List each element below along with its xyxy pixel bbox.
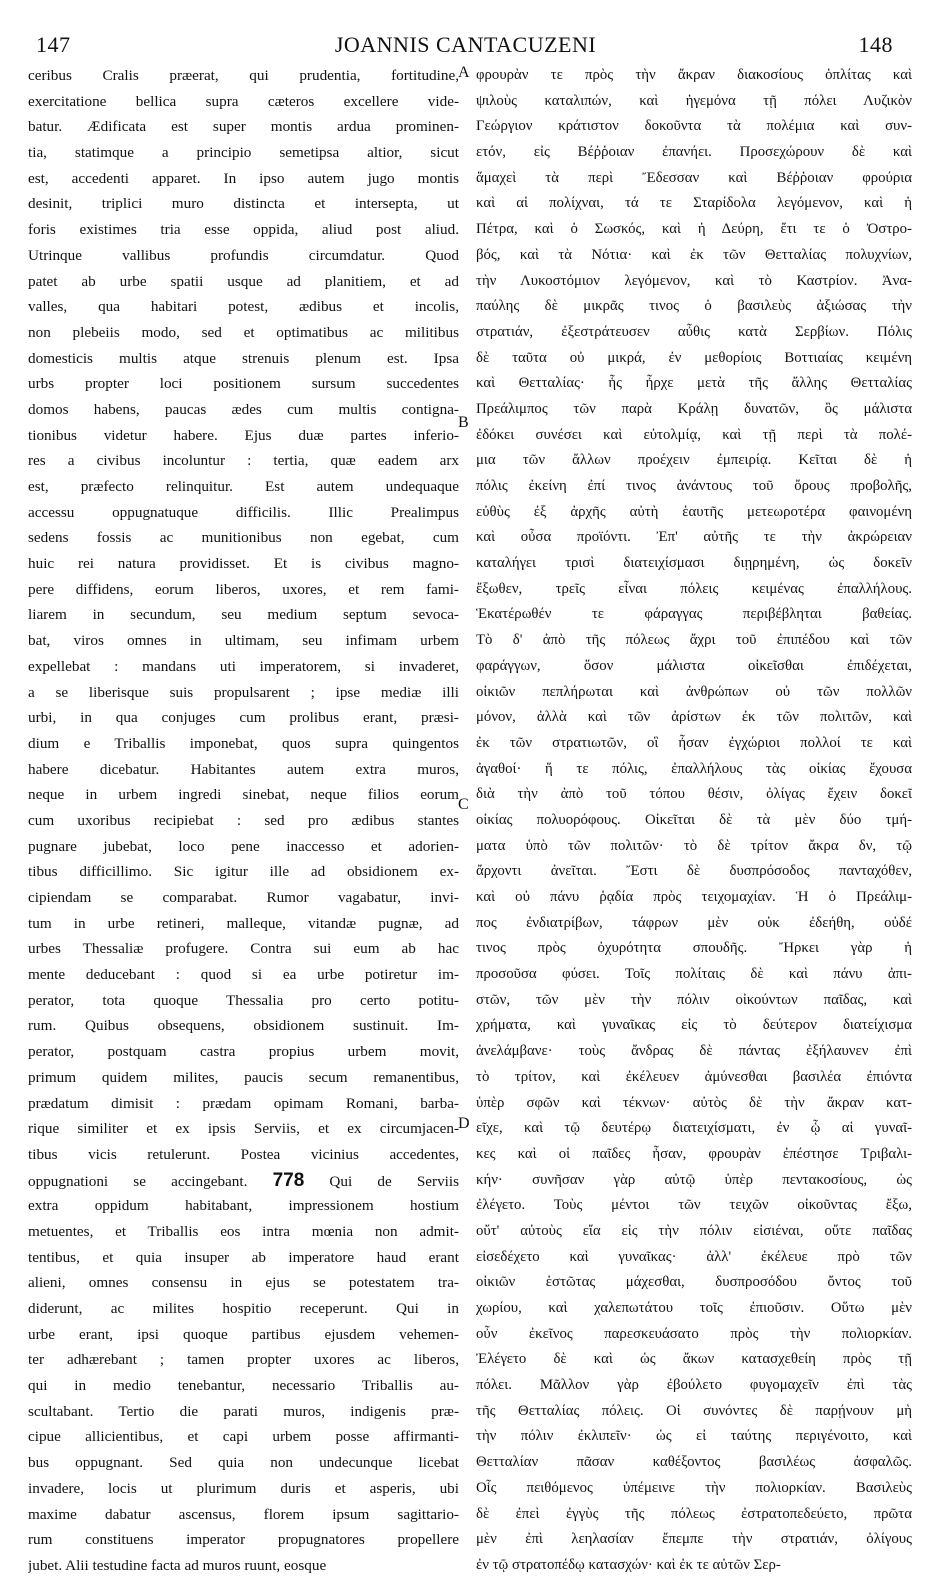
line-text: οἰκιῶν πεπλήρωται καὶ ἀνθρώπων οὐ τῶν πολλῶν xyxy=(476,683,912,700)
line-text: χωρίου, καὶ χαλεπωτάτου τοῖς ἐπιοῦσιν. Οὕτω μὲν xyxy=(476,1300,912,1316)
greek-line xyxy=(476,1450,912,1476)
line-text: κες καὶ οἱ παῖδες ἦσαν, φρουρὰν ἐπέστησε Τριβαλι- xyxy=(476,1145,912,1162)
greek-line xyxy=(476,1322,912,1348)
latin-line xyxy=(28,1091,459,1117)
greek-line xyxy=(476,885,912,911)
greek-line xyxy=(476,525,912,551)
line-text: καὶ αἱ πολίχναι, τά τε Σταρίδολα λεγόμενον, καὶ ἡ xyxy=(476,195,912,212)
latin-line xyxy=(28,63,459,89)
line-text: tia, statimque a principio semetipsa altior, sicut xyxy=(28,144,459,162)
greek-line xyxy=(476,988,912,1014)
greek-line xyxy=(476,474,912,500)
line-text: oppugnationi se accingebant. xyxy=(28,1172,248,1190)
greek-line xyxy=(476,1502,912,1528)
greek-line xyxy=(476,577,912,603)
greek-line xyxy=(476,63,912,89)
greek-line xyxy=(476,1399,912,1425)
line-text: accessu oppugnatuque difficilis. Illic Prealimpus xyxy=(28,503,459,521)
greek-line xyxy=(476,859,912,885)
latin-line xyxy=(28,140,459,166)
greek-line xyxy=(476,89,912,115)
greek-line xyxy=(476,1476,912,1502)
page-number-right: 148 xyxy=(858,32,893,57)
running-title: JOANNIS CANTACUZENI xyxy=(334,32,597,57)
line-text: τῆς Θετταλίας πόλεις. Οἱ συνόντες δὲ παρῄνουν μὴ xyxy=(476,1402,912,1419)
line-text: rique similiter et ex ipsis Serviis, et ex circumjacen- xyxy=(28,1120,459,1138)
latin-line xyxy=(28,371,459,397)
page-header xyxy=(26,32,905,62)
line-text: metuentes, et Triballis eos intra mœnia non admit- xyxy=(28,1222,459,1240)
latin-line xyxy=(28,628,459,654)
section-marker-d: D xyxy=(458,1115,470,1132)
latin-line xyxy=(28,705,459,731)
line-text: domesticis multis atque strenuis plenum est. Ipsa xyxy=(28,349,459,367)
line-text: tibus difficillimo. Sic igitur ille ad obsidionem ex- xyxy=(28,863,459,881)
line-text: κήν· συνῆσαν γὰρ αὐτῷ ὑπὲρ πεντακοσίους, ὡς xyxy=(476,1171,912,1188)
line-text: domos habens, paucas ædes cum multis contigna- xyxy=(28,400,459,418)
latin-line xyxy=(28,1502,459,1528)
line-text: bat, viros omnes in ultimam, seu infimam urbem xyxy=(28,632,459,650)
line-text: tibus vicis retulerunt. Postea vicinius accedentes, xyxy=(28,1145,459,1163)
greek-line xyxy=(476,1168,912,1194)
latin-column xyxy=(28,63,459,1579)
line-text: exercitatione bellica supra cæteros excellere vide- xyxy=(28,92,459,110)
line-text: εὐθὺς ἐξ ἀρχῆς αὐτὴ ἑαυτῆς μετεωροτέρα φαινομένη xyxy=(476,503,912,520)
latin-line xyxy=(28,1322,459,1348)
latin-line xyxy=(28,1193,459,1219)
line-text: rum. Quibus obsequens, obsidionem sustinuit. Im- xyxy=(28,1017,459,1035)
line-text: alieni, omnes consensu in ejus se potestatem tra- xyxy=(28,1274,459,1292)
line-text: χρήματα, καὶ γυναῖκας εἰς τὸ δεύτερον διατείχισμα xyxy=(476,1017,912,1034)
line-text: pugnare jubebat, loco pene inaccesso et adorien- xyxy=(28,837,459,855)
latin-line xyxy=(28,1476,459,1502)
line-text: pere diffidens, eorum liberos, uxores, et rem fami- xyxy=(28,580,459,598)
line-text: εἰσεδέχετο καὶ γυναῖκας· ἀλλ' ἐκέλευε πρὸ τῶν xyxy=(476,1248,912,1265)
line-text: οἰκίας πολυορόφους. Οἰκεῖται δὲ τὰ μὲν δύο τμή- xyxy=(476,811,912,828)
greek-line xyxy=(476,166,912,192)
greek-line xyxy=(476,628,912,654)
line-text: habere dicebatur. Habitantes autem extra muros, xyxy=(28,760,459,778)
line-text: εῖχε, καὶ τῷ δευτέρῳ διατειχίσματι, ἐν ᾧ αἱ γυναῖ- xyxy=(476,1120,912,1137)
line-text: τὴν Λυκοστόμιον λεγόμενον, καὶ τὸ Καστρίον. Ἀνα- xyxy=(476,272,912,289)
greek-line xyxy=(476,1039,912,1065)
line-text: prædatum dimisit : prædam opimam Romani, barba- xyxy=(28,1094,459,1112)
latin-line xyxy=(28,1450,459,1476)
page-number-left: 147 xyxy=(36,32,71,57)
line-text: τινος πρὸς ὀχυρότητα σπουδῆς. Ἤρκει γὰρ ἡ xyxy=(476,940,912,957)
line-text: τὴν πόλιν ἐκλιπεῖν· ὡς εἰ ταύτης περιγένοιτο, καὶ xyxy=(476,1428,912,1445)
latin-line xyxy=(28,423,459,449)
line-text: βός, καὶ τὰ Νότια· καὶ ἐκ τῶν Θετταλίας πολυχνίων, xyxy=(476,246,912,263)
line-text: ter adhærebant ; tamen propter uxores ac liberos, xyxy=(28,1351,459,1369)
latin-line xyxy=(28,1399,459,1425)
greek-line xyxy=(476,1270,912,1296)
line-text: extra oppidum habitabant, impressionem hostium xyxy=(28,1197,459,1215)
line-text: Τὸ δ' ἀπὸ τῆς πόλεως ἄχρι τοῦ ἐπιπέδου καὶ τῶν xyxy=(476,632,912,649)
line-text: Πέτρα, καὶ ὁ Σωσκός, καὶ ἡ Δεύρη, ἔτι τε ὁ Ὀστρο- xyxy=(476,221,912,238)
line-text: ψιλοὺς καταλιπών, καὶ ἡγεμόνα τῇ πόλει Λυζικὸν xyxy=(476,92,912,109)
line-text: liarem in secundum, seu medium septum sevoca- xyxy=(28,606,459,624)
greek-line xyxy=(476,320,912,346)
line-text: non plebeiis modo, sed et optimatibus ac militibus xyxy=(28,323,459,341)
latin-line xyxy=(28,1347,459,1373)
greek-line xyxy=(476,1553,912,1579)
line-text: ἅμαχεὶ τὰ περὶ Ἔδεσσαν καὶ Βέῤῥοιαν φρούρια xyxy=(476,169,912,186)
line-text: perator, postquam castra propius urbem movit, xyxy=(28,1043,459,1061)
latin-line xyxy=(28,1116,459,1142)
latin-line xyxy=(28,191,459,217)
latin-line xyxy=(28,217,459,243)
line-text: καταλήγει τρισὶ διατειχίσμασι διῃρημένη, ὡς δοκεῖν xyxy=(476,555,912,572)
line-text: valles, qua habitari potest, ædibus et incolis, xyxy=(28,298,459,316)
latin-line xyxy=(28,114,459,140)
line-text: μια τῶν ἄλλων προέχειν ἐμπειρίᾳ. Κεῖται δὲ ἡ xyxy=(476,452,912,469)
greek-line xyxy=(476,1347,912,1373)
line-text: urbi, in qua conjuges cum prolibus erant, præsi- xyxy=(28,709,459,727)
line-text: ὑπὲρ σφῶν καὶ τέκνων· αὐτὸς δὲ τὴν ἄκραν κατ- xyxy=(476,1094,912,1111)
line-text: huic rei natura providisset. Et is civibus magno- xyxy=(28,555,459,573)
greek-line xyxy=(476,191,912,217)
line-text: φρουρὰν τε πρὸς τὴν ἄκραν διακοσίους ὁπλίτας καὶ xyxy=(476,67,912,83)
latin-line xyxy=(28,500,459,526)
greek-line xyxy=(476,551,912,577)
greek-column xyxy=(476,63,912,1579)
line-text: φαράγγων, ὅσον μάλιστα οἰκεῖσθαι ἐπιδέχεται, xyxy=(476,657,912,674)
latin-line xyxy=(28,988,459,1014)
line-text: ετόν, εἰς Βέῤῥοιαν ἐπανήει. Προσεχώρουν δὲ καὶ xyxy=(476,144,912,161)
line-text: urbs propter loci positionem sursum succedentes xyxy=(28,375,459,393)
greek-line xyxy=(476,911,912,937)
line-text: ἔξωθεν, τρεῖς εἶναι πόλεις κειμένας ἐπαλλήλους. xyxy=(476,580,912,597)
greek-line xyxy=(476,1424,912,1450)
line-text: ἐλέγετο. Τοὺς μέντοι τῶν τειχῶν οἰκοῦντας ἔξω, xyxy=(476,1197,912,1214)
latin-line xyxy=(28,1219,459,1245)
line-text: πόλις ἐκείνη ἐπί τινος ἀνάντους τοῦ ὄρους προβολῆς, xyxy=(476,478,912,494)
line-text: patet ab urbe spatii usque ad planitiem, et ad xyxy=(28,272,459,290)
line-text: a se liberisque suis propulsarent ; ipse mediæ illi xyxy=(28,683,459,701)
line-text: οἰκιῶν ἑστῶτας μάχεσθαι, δυσπροσόδου ὄντος τοῦ xyxy=(476,1274,912,1291)
line-text: καὶ οὐ πάνυ ῥᾳδία πρὸς τειχομαχίαν. Ἡ ὁ Πρεάλιμ- xyxy=(476,889,912,905)
latin-line xyxy=(28,269,459,295)
line-text: δὲ ἐπεὶ ἐγγὺς τῆς πόλεως ἐστρατοπεδεύετο, πρῶτα xyxy=(476,1505,912,1522)
line-text: μόνον, ἀλλὰ καὶ τῶν ἀρίστων ἐκ τῶν πολιτῶν, καὶ xyxy=(476,709,912,726)
latin-line xyxy=(28,397,459,423)
line-text: est, præfecto relinquitur. Est autem undequaque xyxy=(28,478,459,495)
latin-line xyxy=(28,166,459,192)
line-text: ἀνελάμβανε· τοὺς ἄνδρας δὲ πάντας ἐξήλαυνεν ἐπὶ xyxy=(476,1043,912,1060)
latin-line xyxy=(28,654,459,680)
latin-line xyxy=(28,346,459,372)
line-text: οὔτ' αὐτοὺς εἴα εἰς τὴν πόλιν εἰσιέναι, οὔτε παῖδας xyxy=(476,1222,912,1239)
greek-line xyxy=(476,294,912,320)
latin-line xyxy=(28,525,459,551)
line-text: foris existimes tria esse oppida, aliud post aliud. xyxy=(28,221,459,239)
latin-line xyxy=(28,885,459,911)
line-text: perator, tota quoque Thessalia pro certo potitu- xyxy=(28,991,459,1009)
latin-line xyxy=(28,782,459,808)
line-text: ἐδόκει συνέσει καὶ εὐτολμίᾳ, καὶ τῇ περὶ τὰ πολέ- xyxy=(476,426,912,443)
latin-line xyxy=(28,320,459,346)
section-marker-b: B xyxy=(458,414,469,431)
line-text: ἐκ τῶν στρατιωτῶν, οἳ ἦσαν ἐγχώριοι πολλοί τε καὶ xyxy=(476,734,912,751)
greek-line xyxy=(476,1116,912,1142)
line-text: mente deducebant : quod si ea urbe potiretur im- xyxy=(28,966,459,984)
latin-line xyxy=(28,1065,459,1091)
line-text: στῶν, τῶν μὲν τὴν πόλιν οἰκούντων παῖδας, καὶ xyxy=(476,991,912,1008)
greek-line xyxy=(476,1296,912,1322)
latin-line xyxy=(28,731,459,757)
line-text: bus oppugnant. Sed quia non undecunque licebat xyxy=(28,1454,459,1472)
latin-line xyxy=(28,1296,459,1322)
latin-line xyxy=(28,243,459,269)
line-text: προσοῦσα φύσει. Τοῖς πολίταις δὲ καὶ πάνυ ἀπι- xyxy=(476,966,912,983)
greek-line xyxy=(476,1527,912,1553)
line-text: res a civibus incoluntur : tertia, quæ eadem arx xyxy=(28,452,459,470)
line-text: expellebat : mandans uti imperatorem, si invaderet, xyxy=(28,657,459,675)
migne-column-number: 778 xyxy=(272,1169,305,1191)
line-text: qui in medio tenebantur, necessario Triballis au- xyxy=(28,1377,459,1395)
greek-line xyxy=(476,654,912,680)
latin-line xyxy=(28,936,459,962)
line-text: est, accedenti apparet. In ipso autem jugo montis xyxy=(28,169,459,187)
line-text: Qui de Serviis xyxy=(329,1172,459,1190)
latin-line xyxy=(28,808,459,834)
greek-line xyxy=(476,705,912,731)
latin-line xyxy=(28,1553,459,1579)
line-text: Utrinque vallibus profundis circumdatur. Quod xyxy=(28,246,459,264)
latin-line xyxy=(28,1245,459,1271)
line-text: diderunt, ac milites hospitio receperunt. Qui in xyxy=(28,1300,459,1317)
latin-line xyxy=(28,859,459,885)
line-text: πος ἐνδιατρίβων, τάφρων μὲν οὐκ ἐδεήθη, οὐδέ xyxy=(476,914,912,931)
line-text: καὶ οὖσα προϊόντι. Ἐπ' αὐτῆς τε τὴν ἀκρώρειαν xyxy=(476,529,912,546)
line-text: tionibus videtur habere. Ejus duæ partes inferio- xyxy=(28,426,459,444)
line-text: Θετταλίαν πᾶσαν καθέξοντος βασιλέως ἀσφαλῶς. xyxy=(476,1454,912,1471)
latin-line xyxy=(28,1373,459,1399)
line-text: jubet. Alii testudine facta ad muros ruunt, eosque xyxy=(28,1556,327,1574)
latin-line xyxy=(28,577,459,603)
greek-line xyxy=(476,782,912,808)
greek-line xyxy=(476,936,912,962)
greek-line xyxy=(476,371,912,397)
line-text: πόλει. Μᾶλλον γὰρ ἐβούλετο φυγομαχεῖν ἐπὶ τὰς xyxy=(476,1377,912,1394)
line-text: Ἑκατέρωθέν τε φάραγγας περιβέβληται βαθείας. xyxy=(476,606,912,623)
latin-line xyxy=(28,1270,459,1296)
line-text: urbe erant, ipsi quoque partibus ejusdem vehemen- xyxy=(28,1325,459,1343)
greek-line xyxy=(476,1091,912,1117)
line-text: batur. Ædificata est super montis ardua prominen- xyxy=(28,118,459,136)
greek-line xyxy=(476,757,912,783)
line-text: ματα ὑπὸ τῶν πολιτῶν· τὸ δὲ τρίτον ἄκρα δν, τῷ xyxy=(476,837,912,854)
line-text: invadere, locis ut plurimum duris et asperis, ubi xyxy=(28,1479,459,1497)
greek-line xyxy=(476,269,912,295)
greek-line xyxy=(476,602,912,628)
line-text: maxime dabatur ascensus, florem ipsum sagittario- xyxy=(28,1505,459,1523)
latin-line xyxy=(28,962,459,988)
line-text: cipiendam se comparabat. Rumor vagabatur, invi- xyxy=(28,889,459,906)
latin-line xyxy=(28,602,459,628)
line-text: Οἷς πειθόμενος ὑπέμεινε τὴν πολιορκίαν. Βασιλεὺς xyxy=(476,1479,912,1496)
line-text: Γεώργιον κράτιστον δοκοῦντα τὰ πολέμια καὶ συν- xyxy=(476,118,912,135)
greek-line xyxy=(476,114,912,140)
line-text: στρατιάν, ἐξεστράτευσεν αὖθις κατὰ Σερβίων. Πόλις xyxy=(476,323,912,340)
latin-line xyxy=(28,294,459,320)
greek-line xyxy=(476,217,912,243)
line-text: Πρεάλιμπος τῶν παρὰ Κράλῃ δυνατῶν, ὃς μάλιστα xyxy=(476,400,912,417)
line-text: rum constituens imperator propugnatores propellere xyxy=(28,1531,459,1549)
latin-line xyxy=(28,89,459,115)
line-text: καὶ Θετταλίας· ἧς ἦρχε μετὰ τῆς ἄλλης Θετταλίας xyxy=(476,375,912,392)
latin-line xyxy=(28,1168,459,1194)
line-text: ἐν τῷ στρατοπέδῳ κατασχών· καὶ ἐκ τε αὐτῶν Σερ- xyxy=(476,1556,781,1573)
greek-line xyxy=(476,346,912,372)
section-marker-c: C xyxy=(458,796,469,813)
line-text: neque in urbem ingredi sinebat, neque filios eorum xyxy=(28,786,459,804)
greek-line xyxy=(476,1013,912,1039)
line-text: ἀγαθοί· ἥ τε πόλις, ἐπαλλήλους τὰς οἰκίας ἔχουσα xyxy=(476,760,912,777)
latin-line xyxy=(28,448,459,474)
line-text: scultabant. Tertio die parati muros, indigenis præ- xyxy=(28,1402,459,1420)
greek-line xyxy=(476,962,912,988)
section-marker-a: A xyxy=(458,64,470,81)
greek-line xyxy=(476,140,912,166)
greek-line xyxy=(476,1142,912,1168)
latin-line xyxy=(28,1013,459,1039)
line-text: cum uxoribus recipiebat : sed pro ædibus stantes xyxy=(28,811,459,829)
line-text: desinit, triplici muro distincta et intersepta, ut xyxy=(28,195,459,213)
greek-line xyxy=(476,397,912,423)
latin-line xyxy=(28,757,459,783)
line-text: δὲ ταῦτα οὐ μικρά, ἐν μεθορίοις Βοττιαίας κειμένη xyxy=(476,349,912,366)
line-text: cipue allicientibus, et capi urbem posse affirmanti- xyxy=(28,1428,459,1446)
line-text: παύλης δὲ μικρᾶς τινος ὁ βασιλεὺς ἀξιώσας τὴν xyxy=(476,298,912,315)
latin-line xyxy=(28,1527,459,1553)
greek-line xyxy=(476,1193,912,1219)
latin-line xyxy=(28,911,459,937)
line-text: διὰ τὴν ἀπὸ τοῦ τόπου θέσιν, ὀλίγας ἔχειν δοκεῖ xyxy=(476,786,912,803)
line-text: urbes Thessaliæ profugere. Contra sui eum ab hac xyxy=(28,940,459,958)
greek-line xyxy=(476,834,912,860)
line-text: μὲν ἐπὶ λεηλασίαν ἔπεμπε τὴν στρατιάν, ὀλίγους xyxy=(476,1531,912,1548)
latin-line xyxy=(28,1142,459,1168)
line-text: dium e Triballis imponebat, quos supra quingentos xyxy=(28,734,459,752)
greek-line xyxy=(476,1245,912,1271)
greek-line xyxy=(476,731,912,757)
latin-line xyxy=(28,1424,459,1450)
greek-line xyxy=(476,1065,912,1091)
line-text: tum in urbe retineri, malleque, vitandæ pugnæ, ad xyxy=(28,914,459,932)
latin-line xyxy=(28,551,459,577)
line-text: ceribus Cralis præerat, qui prudentia, fortitudine, xyxy=(28,67,459,84)
line-text: primum quidem milites, paucis secum remanentibus, xyxy=(28,1068,459,1086)
line-text: Ἐλέγετο δὲ καὶ ὡς ἄκων κατασχεθείη πρὸς τῇ xyxy=(476,1351,912,1368)
greek-line xyxy=(476,243,912,269)
greek-line xyxy=(476,808,912,834)
greek-line xyxy=(476,500,912,526)
greek-line xyxy=(476,680,912,706)
line-text: οὖν ἐκεῖνος παρεσκευάσατο πρὸς τὴν πολιορκίαν. xyxy=(476,1325,912,1342)
greek-line xyxy=(476,448,912,474)
line-text: ἄρχοντι ἀνεῖται. Ἔστι δὲ δυσπρόσοδος πανταχόθεν, xyxy=(476,863,912,880)
greek-line xyxy=(476,1219,912,1245)
latin-line xyxy=(28,680,459,706)
latin-line xyxy=(28,834,459,860)
line-text: τὸ τρίτον, καὶ ἐκέλευεν ἀμύνεσθαι βασιλέα ἐπιόντα xyxy=(476,1068,912,1085)
greek-line xyxy=(476,423,912,449)
latin-line xyxy=(28,474,459,500)
line-text: sedens fossis ac munitionibus non egebat, cum xyxy=(28,529,459,547)
greek-line xyxy=(476,1373,912,1399)
latin-line xyxy=(28,1039,459,1065)
line-text: tentibus, et quia insuper ab imperatore haud erant xyxy=(28,1248,459,1266)
